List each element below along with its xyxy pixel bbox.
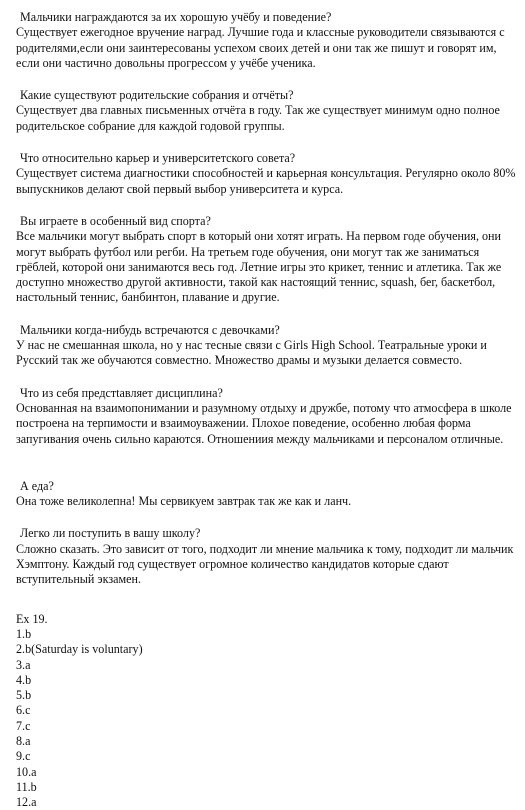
- question: А еда?: [20, 478, 54, 493]
- answer-item: 5.b: [16, 688, 32, 703]
- answer-item: 12.a: [16, 795, 37, 810]
- answer-item: 8.a: [16, 733, 31, 748]
- exercise-title: Ex 19.: [16, 611, 48, 626]
- question: Мальчики когда-нибудь встречаются с девочками?: [20, 322, 280, 337]
- answer: У нас не смешанная школа, но у нас тесные связи с Girls High School. Театральные уроки и Русский так же обучаются совместно. Множество драмы и музыки делается совместо.: [16, 338, 487, 368]
- answer: Сложно сказать. Это зависит от того, подходит ли мнение мальчика к тому, подходит ли мальчик Хэмптону. Каждый год существует огромное количество кандидатов которые сдают вступительный экзамен.: [16, 541, 514, 587]
- answer-item: 10.a: [16, 764, 37, 779]
- question: Что относительно карьер и университетского совета?: [20, 151, 296, 166]
- answer-item: 1.b: [16, 626, 32, 641]
- answer: Существует система диагностики способностей и карьерная консультация. Регулярно около 80% выпускников делают свой первый выбор университета и курса.: [16, 166, 516, 196]
- question: Какие существуют родительские собрания и отчёты?: [20, 88, 294, 103]
- question: Вы играете в особенный вид спорта?: [20, 213, 211, 228]
- answer-item: 7.c: [16, 718, 31, 733]
- qa-block: [16, 151, 516, 197]
- answer: Существует ежегодное вручение наград. Лучшие года и классные руководители связываются с родителями,если они заинтересованы успехом своих детей и они так же пишут и говорят им, если они частично довольны прогрессом у учёбе ученика.: [16, 25, 505, 70]
- qa-block: [16, 386, 516, 447]
- answer-item: 3.a: [16, 657, 31, 672]
- answer-item: 4.b: [16, 672, 32, 687]
- answer-item: 2.b(Saturday is voluntary): [16, 642, 143, 657]
- qa-block: [16, 214, 516, 306]
- answer: Все мальчики могут выбрать спорт в который они хотят играть. На первом годе обучения, они могут выбрать футбол или регби. На третьем годе обучения, они могут так же заниматься грёблей, которой они занимаются весь год. Летние игры это крикет, теннис и атлетика. Так же доступно множество другой активности, такой как настоящий теннис, squash, бег, баскетбол, настольный теннис, банбинтон, плавание и другие.: [16, 229, 502, 305]
- qa-block: [16, 526, 516, 587]
- answer: Основанная на взаимопонимании и разумному отдыху и дружбе, потому что атмосфера в школе построена на терпимости и взаимоуважении. Плохое поведение, особенно любая форма запугивания очень сильно караются. Отношениия между мальчиками и персоналом отличные.: [16, 400, 512, 446]
- answer-item: 9.c: [16, 749, 31, 764]
- answer: Существует два главных письменных отчёта в году. Так же существует минимум одно полное родительское собрание для каждой годовой группы.: [16, 103, 500, 133]
- answer-item: 6.c: [16, 703, 31, 718]
- question: Мальчики награждаются за их хорошую учёбу и поведение?: [20, 10, 332, 24]
- qa-block: [16, 479, 516, 510]
- question: Легко ли поступить в вашу школу?: [20, 526, 201, 541]
- qa-block: [16, 10, 516, 71]
- document: [16, 10, 516, 810]
- exercise-answers: [16, 612, 516, 810]
- answer-item: 11.b: [16, 779, 37, 794]
- qa-block: [16, 323, 516, 369]
- answer: Она тоже великолепна! Мы сервикуем завтрак так же как и ланч.: [16, 494, 352, 509]
- question: Что из себя предстtавляет дисциплина?: [20, 385, 223, 400]
- qa-block: [16, 88, 516, 134]
